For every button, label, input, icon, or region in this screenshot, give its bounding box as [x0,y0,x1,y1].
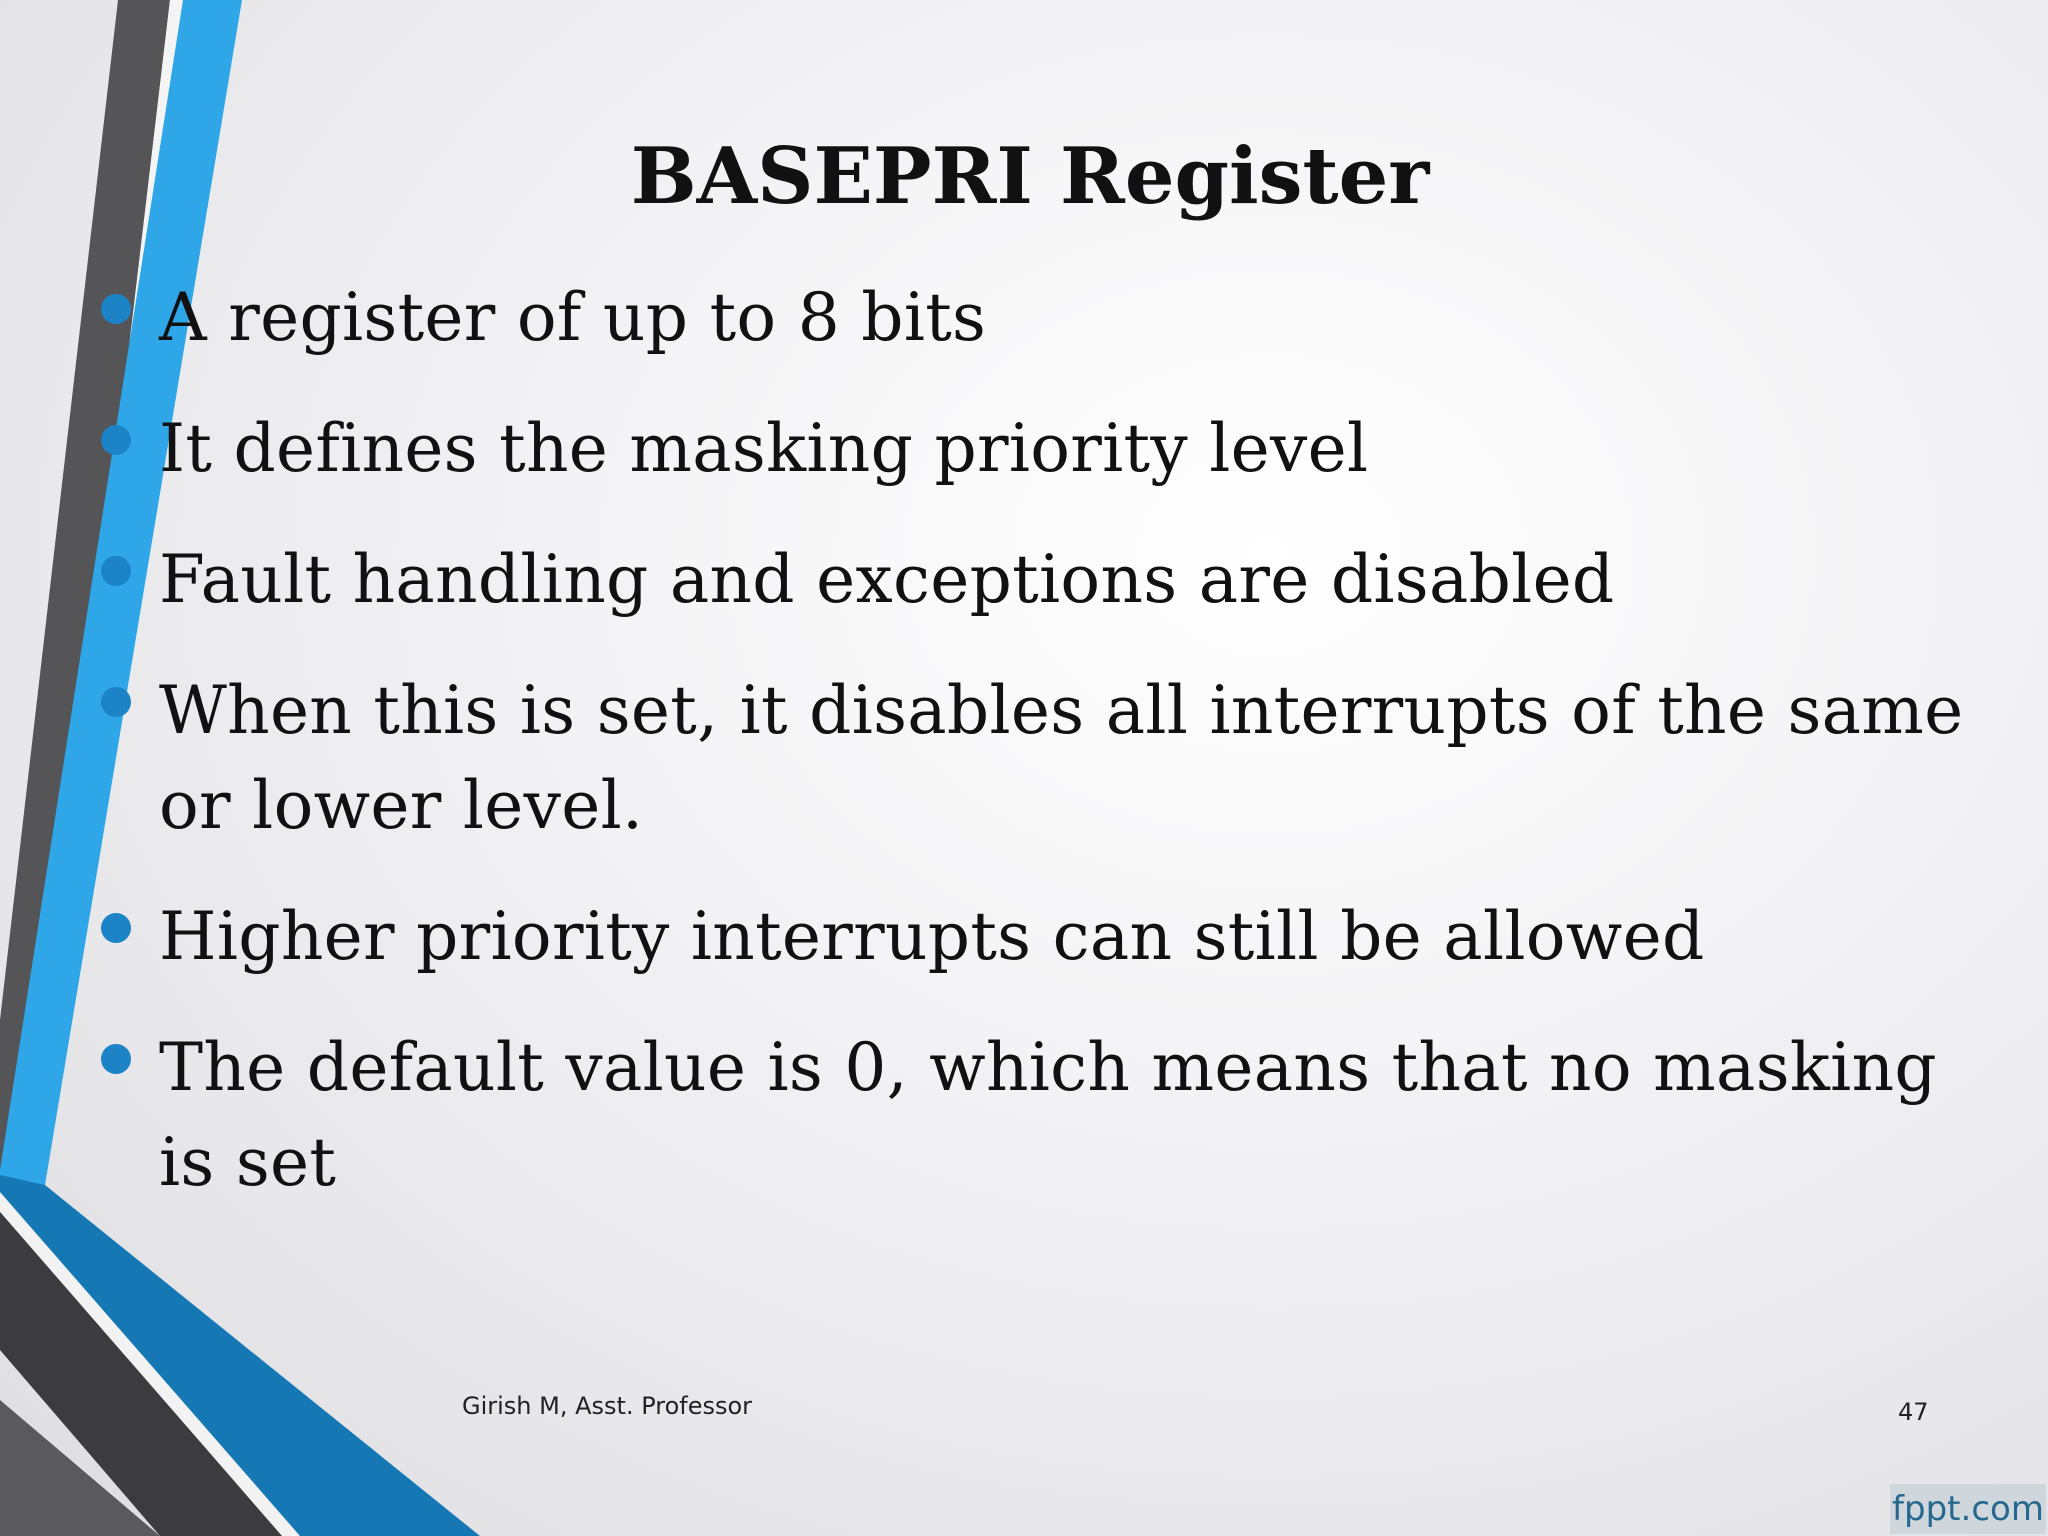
slide-title: BASEPRI Register [630,131,1430,222]
page-number: 47 [1898,1398,1929,1426]
bullet-dot-icon [101,687,131,717]
bullet-item [159,889,1999,984]
bullet-dot-icon [101,913,131,943]
bullet-text: When this is set, it disables all interrupts of the same or lower level. [159,672,1964,844]
bullet-item [159,401,1999,496]
watermark-logo: fppt.com [1890,1484,2046,1534]
bullet-text: A register of up to 8 bits [159,279,987,356]
footer-author: Girish M, Asst. Professor [462,1392,753,1420]
bullet-text: Fault handling and exceptions are disabled [159,541,1615,618]
bullet-item [159,663,1999,853]
bullet-item [159,270,1999,365]
bullet-item [159,1020,1999,1210]
bullet-dot-icon [101,556,131,586]
bullet-item [159,532,1999,627]
bullet-text: It defines the masking priority level [159,410,1369,487]
bullet-dot-icon [101,1044,131,1074]
bullet-dot-icon [101,294,131,324]
bullet-text: The default value is 0, which means that no masking is set [159,1029,1937,1201]
bullet-dot-icon [101,425,131,455]
bullet-text: Higher priority interrupts can still be allowed [159,898,1705,975]
bullet-list [159,270,1999,1246]
